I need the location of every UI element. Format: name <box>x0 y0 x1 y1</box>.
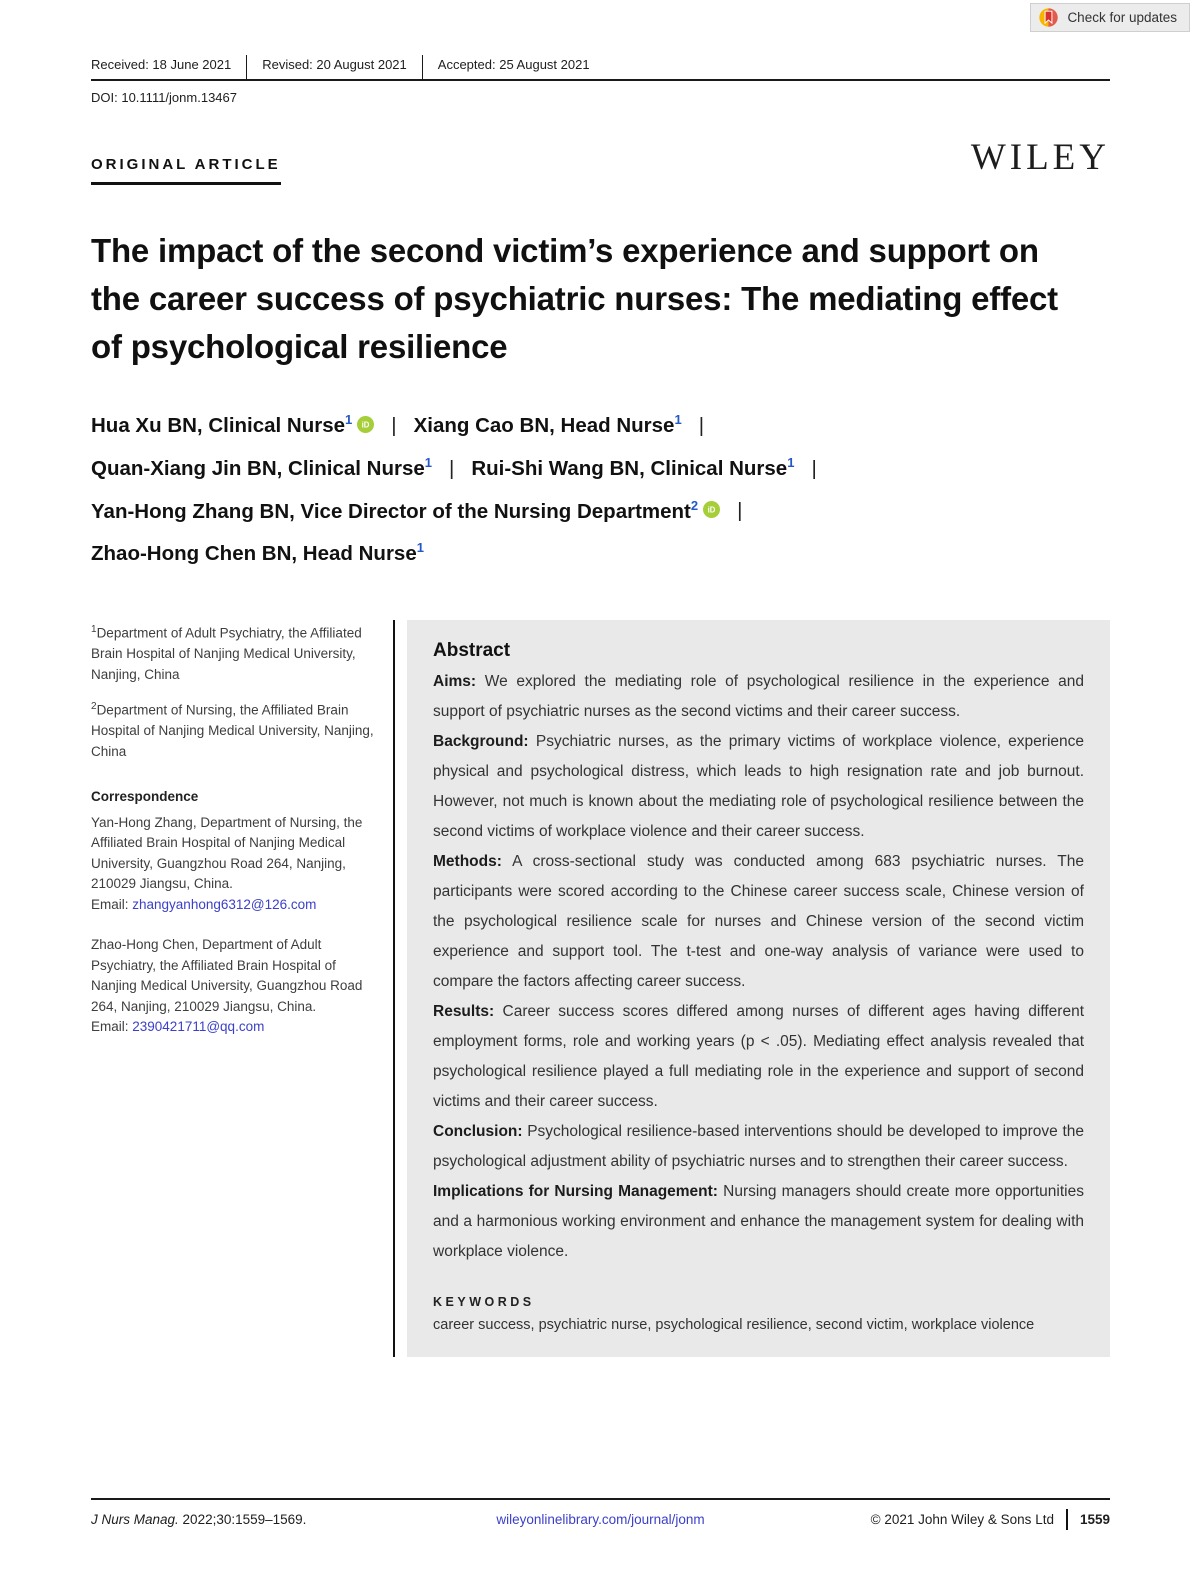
revised-date: Revised: 20 August 2021 <box>246 55 422 79</box>
abstract-sections <box>433 667 1084 1267</box>
two-column-area <box>91 620 1110 1357</box>
citation-rest: 2022;30:1559–1569. <box>178 1512 307 1527</box>
affiliation-superscript: 2 <box>91 701 97 713</box>
abstract-section-text: A cross-sectional study was conducted among 683 psychiatric nurses. The participants were scored according to the Chinese career success scale, Chinese version of the psychological resilience scale for nurses and Chinese version of the second victim experience and support tool. The t-test and one-way analysis of variance were used to compare the factors affecting career success. <box>433 853 1084 991</box>
citation <box>91 1512 431 1527</box>
page-number-divider <box>1066 1509 1068 1530</box>
author-name: Quan-Xiang Jin BN, Clinical Nurse <box>91 456 425 480</box>
abstract-section-text: Psychiatric nurses, as the primary victims of workplace violence, experience physical and psychological distress, which leads to high resignation rate and job burnout. However, not much is known about the mediating role of psychological resilience between the second victims of workplace violence and their career success. <box>433 733 1084 841</box>
abstract-section-text: Psychological resilience-based interventions should be developed to improve the psychological adjustment ability of psychiatric nurses and to strengthen their career success. <box>433 1123 1084 1171</box>
article-title: The impact of the second victim’s experience and support on the career success of psychiatric nurses: The mediating effect of psychological resilience <box>91 232 1058 365</box>
email-link[interactable]: zhangyanhong6312@126.com <box>132 896 317 912</box>
email-label: Email: <box>91 896 133 912</box>
author-affiliation-superscript: 1 <box>416 540 424 556</box>
author-name: Zhao-Hong Chen BN, Head Nurse <box>91 542 417 566</box>
abstract-heading: Abstract <box>433 640 511 662</box>
article-type-label: ORIGINAL ARTICLE <box>91 156 281 185</box>
abstract-section-text: Nursing managers should create more opportunities and a harmonious working environment and enhance the management system for dealing with workplace violence. <box>433 1183 1084 1261</box>
journal-link[interactable]: wileyonlinelibrary.com/journal/jonm <box>496 1512 705 1527</box>
affiliation <box>91 697 385 762</box>
email-link[interactable]: 2390421711@qq.com <box>132 1019 265 1035</box>
author-separator: | <box>449 456 455 480</box>
abstract-box <box>407 620 1110 1357</box>
email-label: Email: <box>91 1019 133 1035</box>
doi: DOI: 10.1111/jonm.13467 <box>91 90 237 105</box>
keywords-heading: KEYWORDS <box>433 1295 535 1310</box>
abstract-section-label: Implications for Nursing Management: <box>433 1183 718 1201</box>
abstract-section <box>433 667 1084 727</box>
check-for-updates-label: Check for updates <box>1067 10 1177 25</box>
author-affiliation-superscript: 1 <box>345 412 353 427</box>
check-for-updates-button[interactable] <box>1030 3 1190 32</box>
author-separator: | <box>698 413 705 437</box>
dates-row <box>91 55 1110 81</box>
orcid-icon[interactable] <box>352 414 374 437</box>
abstract-section-label: Methods: <box>433 853 502 871</box>
abstract-section-label: Results: <box>433 1003 495 1021</box>
author-affiliation-superscript: 1 <box>787 454 795 470</box>
journal-abbrev: J Nurs Manag. <box>91 1512 179 1527</box>
page-footer <box>91 1498 1110 1530</box>
affiliations <box>91 620 385 762</box>
orcid-icon[interactable] <box>698 499 720 522</box>
author-name: Rui-Shi Wang BN, Clinical Nurse <box>471 456 788 480</box>
abstract-section <box>433 1177 1084 1267</box>
abstract-section-text: Career success scores differed among nurses of different ages having different employment forms, role and working years (p < .05). Mediating effect analysis revealed that psychological resilience played a full mediating role in the experience and support of second victims and their career success. <box>433 1003 1084 1111</box>
correspondence-entries <box>91 813 385 1038</box>
abstract-section <box>433 1117 1084 1177</box>
keywords-text: career success, psychiatric nurse, psychological resilience, second victim, workplace violence <box>433 1317 1035 1334</box>
wiley-logo: WILEY <box>970 137 1110 178</box>
accepted-date: Accepted: 25 August 2021 <box>422 55 605 79</box>
received-date: Received: 18 June 2021 <box>91 57 232 72</box>
abstract-section-text: We explored the mediating role of psychological resilience in the experience and support of psychiatric nurses as the second victims and their career success. <box>433 673 1084 721</box>
column-divider <box>393 620 395 1357</box>
abstract-section <box>433 997 1084 1117</box>
left-column <box>91 620 385 1357</box>
correspondence-text: Yan-Hong Zhang, Department of Nursing, the Affiliated Brain Hospital of Nanjing Medical University, Guangzhou Road 264, Nanjing, 210029 Jiangsu, China. <box>91 814 363 892</box>
correspondence-heading: Correspondence <box>91 789 199 805</box>
crossmark-icon <box>1038 7 1059 28</box>
page-number: 1559 <box>1079 1512 1111 1527</box>
affiliation-text: Department of Adult Psychiatry, the Affiliated Brain Hospital of Nanjing Medical University, Nanjing, China <box>91 625 362 682</box>
abstract-section <box>433 847 1084 997</box>
author-affiliation-superscript: 1 <box>424 454 432 470</box>
author-list <box>91 401 1110 572</box>
correspondence-entry <box>91 935 385 1038</box>
correspondence-text: Zhao-Hong Chen, Department of Adult Psychiatry, the Affiliated Brain Hospital of Nanjing Medical University, Guangzhou Road 264, Nanjing, 210029 Jiangsu, China. <box>91 937 363 1014</box>
affiliation-superscript: 1 <box>91 624 97 636</box>
abstract-section-label: Conclusion: <box>433 1123 523 1141</box>
affiliation-text: Department of Nursing, the Affiliated Brain Hospital of Nanjing Medical University, Nanjing, China <box>91 702 374 759</box>
author-name: Hua Xu BN, Clinical Nurse <box>91 413 346 437</box>
type-row <box>91 139 1110 185</box>
abstract-section <box>433 727 1084 847</box>
author-name: Yan-Hong Zhang BN, Vice Director of the Nursing Department <box>91 499 691 523</box>
svg-text:iD: iD <box>361 420 370 430</box>
abstract-section-label: Aims: <box>433 673 477 691</box>
author-separator: | <box>391 413 397 437</box>
author-affiliation-superscript: 2 <box>690 497 699 513</box>
correspondence-entry <box>91 813 385 916</box>
author-name: Xiang Cao BN, Head Nurse <box>413 413 675 437</box>
author-separator: | <box>737 499 743 523</box>
author-separator: | <box>811 456 817 480</box>
abstract-section-label: Background: <box>433 733 529 751</box>
affiliation <box>91 620 385 685</box>
author-affiliation-superscript: 1 <box>674 412 682 427</box>
page-content <box>91 55 1110 1357</box>
svg-text:iD: iD <box>707 505 716 515</box>
copyright: © 2021 John Wiley & Sons Ltd <box>870 1512 1054 1527</box>
